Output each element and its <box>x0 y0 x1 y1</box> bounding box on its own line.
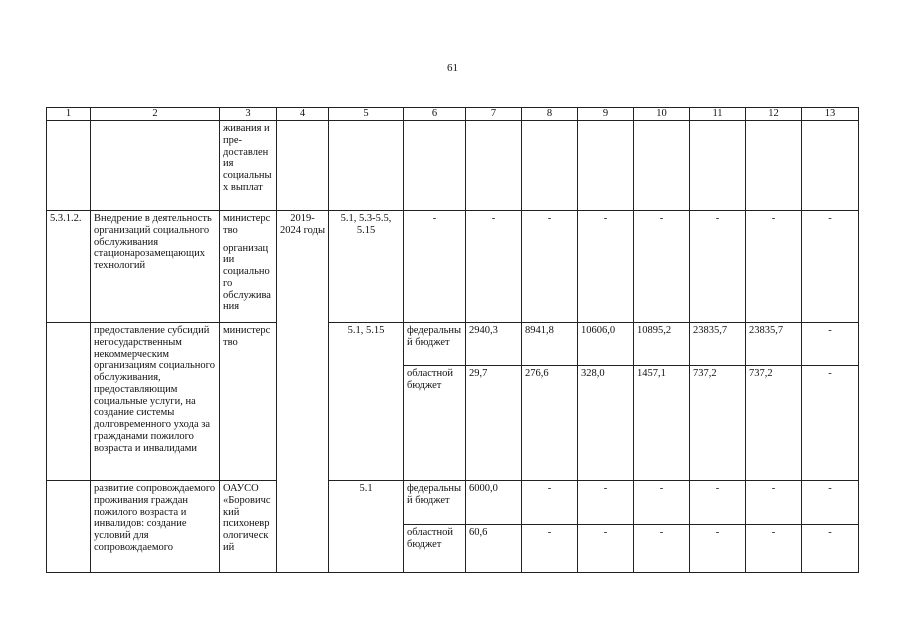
cell-value: 2940,3 <box>466 323 522 366</box>
cell-value: - <box>690 211 746 323</box>
cell-value: 737,2 <box>690 366 746 481</box>
table-header-row <box>47 108 859 121</box>
cell-value: - <box>690 525 746 573</box>
cell-value: - <box>522 525 578 573</box>
cell-indicators: 5.1, 5.15 <box>329 323 404 481</box>
cell-value: 23835,7 <box>690 323 746 366</box>
header-cell: 13 <box>802 108 859 121</box>
table-row <box>47 481 859 525</box>
cell-value: - <box>746 525 802 573</box>
cell-value: - <box>802 525 859 573</box>
cell-number <box>47 481 91 573</box>
executor-ministry: министерство <box>223 213 271 236</box>
cell-name: Внедрение в деятельность организаций социального обслуживания стационарозамещающих технологий <box>91 211 220 323</box>
cell-value <box>690 121 746 211</box>
cell-name: предоставление субсидий негосударственным некоммерческим организациям социального обслуживания, предоставляющим социальные услуги, на создание системы долговременного ухода за гражданами пожилого возраста и инвалидами <box>91 323 220 481</box>
header-cell: 2 <box>91 108 220 121</box>
cell-name <box>91 121 220 211</box>
cell-years: 2019-2024 годы <box>277 211 329 573</box>
cell-value: 328,0 <box>578 366 634 481</box>
cell-indicators: 5.1, 5.3-5.5, 5.15 <box>329 211 404 323</box>
cell-value: - <box>522 211 578 323</box>
header-cell: 3 <box>220 108 277 121</box>
cell-source: федеральный бюджет <box>404 481 466 525</box>
header-cell: 9 <box>578 108 634 121</box>
cell-indicators: 5.1 <box>329 481 404 573</box>
cell-number: 5.3.1.2. <box>47 211 91 323</box>
cell-value <box>578 121 634 211</box>
cell-value <box>634 121 690 211</box>
cell-value: - <box>690 481 746 525</box>
cell-value <box>522 121 578 211</box>
cell-number <box>47 323 91 481</box>
cell-value: - <box>634 525 690 573</box>
cell-value: - <box>746 211 802 323</box>
cell-value <box>466 121 522 211</box>
cell-value: - <box>634 481 690 525</box>
cell-indicators <box>329 121 404 211</box>
cell-number <box>47 121 91 211</box>
header-cell: 5 <box>329 108 404 121</box>
cell-source <box>404 121 466 211</box>
cell-source: областной бюджет <box>404 525 466 573</box>
cell-value: 60,6 <box>466 525 522 573</box>
cell-source: - <box>404 211 466 323</box>
cell-value: - <box>578 481 634 525</box>
program-table <box>46 107 859 573</box>
cell-value: 23835,7 <box>746 323 802 366</box>
table-row <box>47 323 859 366</box>
table-viewport <box>46 107 859 579</box>
cell-value: 10895,2 <box>634 323 690 366</box>
cell-value: 6000,0 <box>466 481 522 525</box>
executor-organizations: организации социального обслуживания <box>223 242 271 313</box>
header-cell: 7 <box>466 108 522 121</box>
cell-value: - <box>578 525 634 573</box>
header-cell: 12 <box>746 108 802 121</box>
header-cell: 6 <box>404 108 466 121</box>
table-row <box>47 211 859 323</box>
header-cell: 10 <box>634 108 690 121</box>
cell-value: 29,7 <box>466 366 522 481</box>
cell-value: - <box>802 323 859 366</box>
cell-value: - <box>522 481 578 525</box>
cell-source: областной бюджет <box>404 366 466 481</box>
cell-value: 8941,8 <box>522 323 578 366</box>
cell-name: развитие сопровождаемого проживания граждан пожилого возраста и инвалидов: создание условий для сопровождаемого <box>91 481 220 573</box>
cell-value: - <box>802 211 859 323</box>
cell-value: 276,6 <box>522 366 578 481</box>
cell-executor <box>220 211 277 323</box>
header-cell: 4 <box>277 108 329 121</box>
cell-value: - <box>802 366 859 481</box>
cell-source: федеральный бюджет <box>404 323 466 366</box>
cell-executor: министерство <box>220 323 277 481</box>
page-number: 61 <box>447 62 458 74</box>
cell-value: - <box>466 211 522 323</box>
header-cell: 1 <box>47 108 91 121</box>
cell-executor: ОАУСО «Боровичский психоневрологический <box>220 481 277 573</box>
cell-value: 737,2 <box>746 366 802 481</box>
cell-value: - <box>578 211 634 323</box>
header-cell: 11 <box>690 108 746 121</box>
cell-value: 10606,0 <box>578 323 634 366</box>
cell-value <box>746 121 802 211</box>
cell-value: - <box>634 211 690 323</box>
cell-value <box>802 121 859 211</box>
header-cell: 8 <box>522 108 578 121</box>
cell-executor: живания и пре-доставления социальных выплат <box>220 121 277 211</box>
cell-value: - <box>802 481 859 525</box>
cell-value: - <box>746 481 802 525</box>
table-row <box>47 121 859 211</box>
cell-value: 1457,1 <box>634 366 690 481</box>
cell-years <box>277 121 329 211</box>
